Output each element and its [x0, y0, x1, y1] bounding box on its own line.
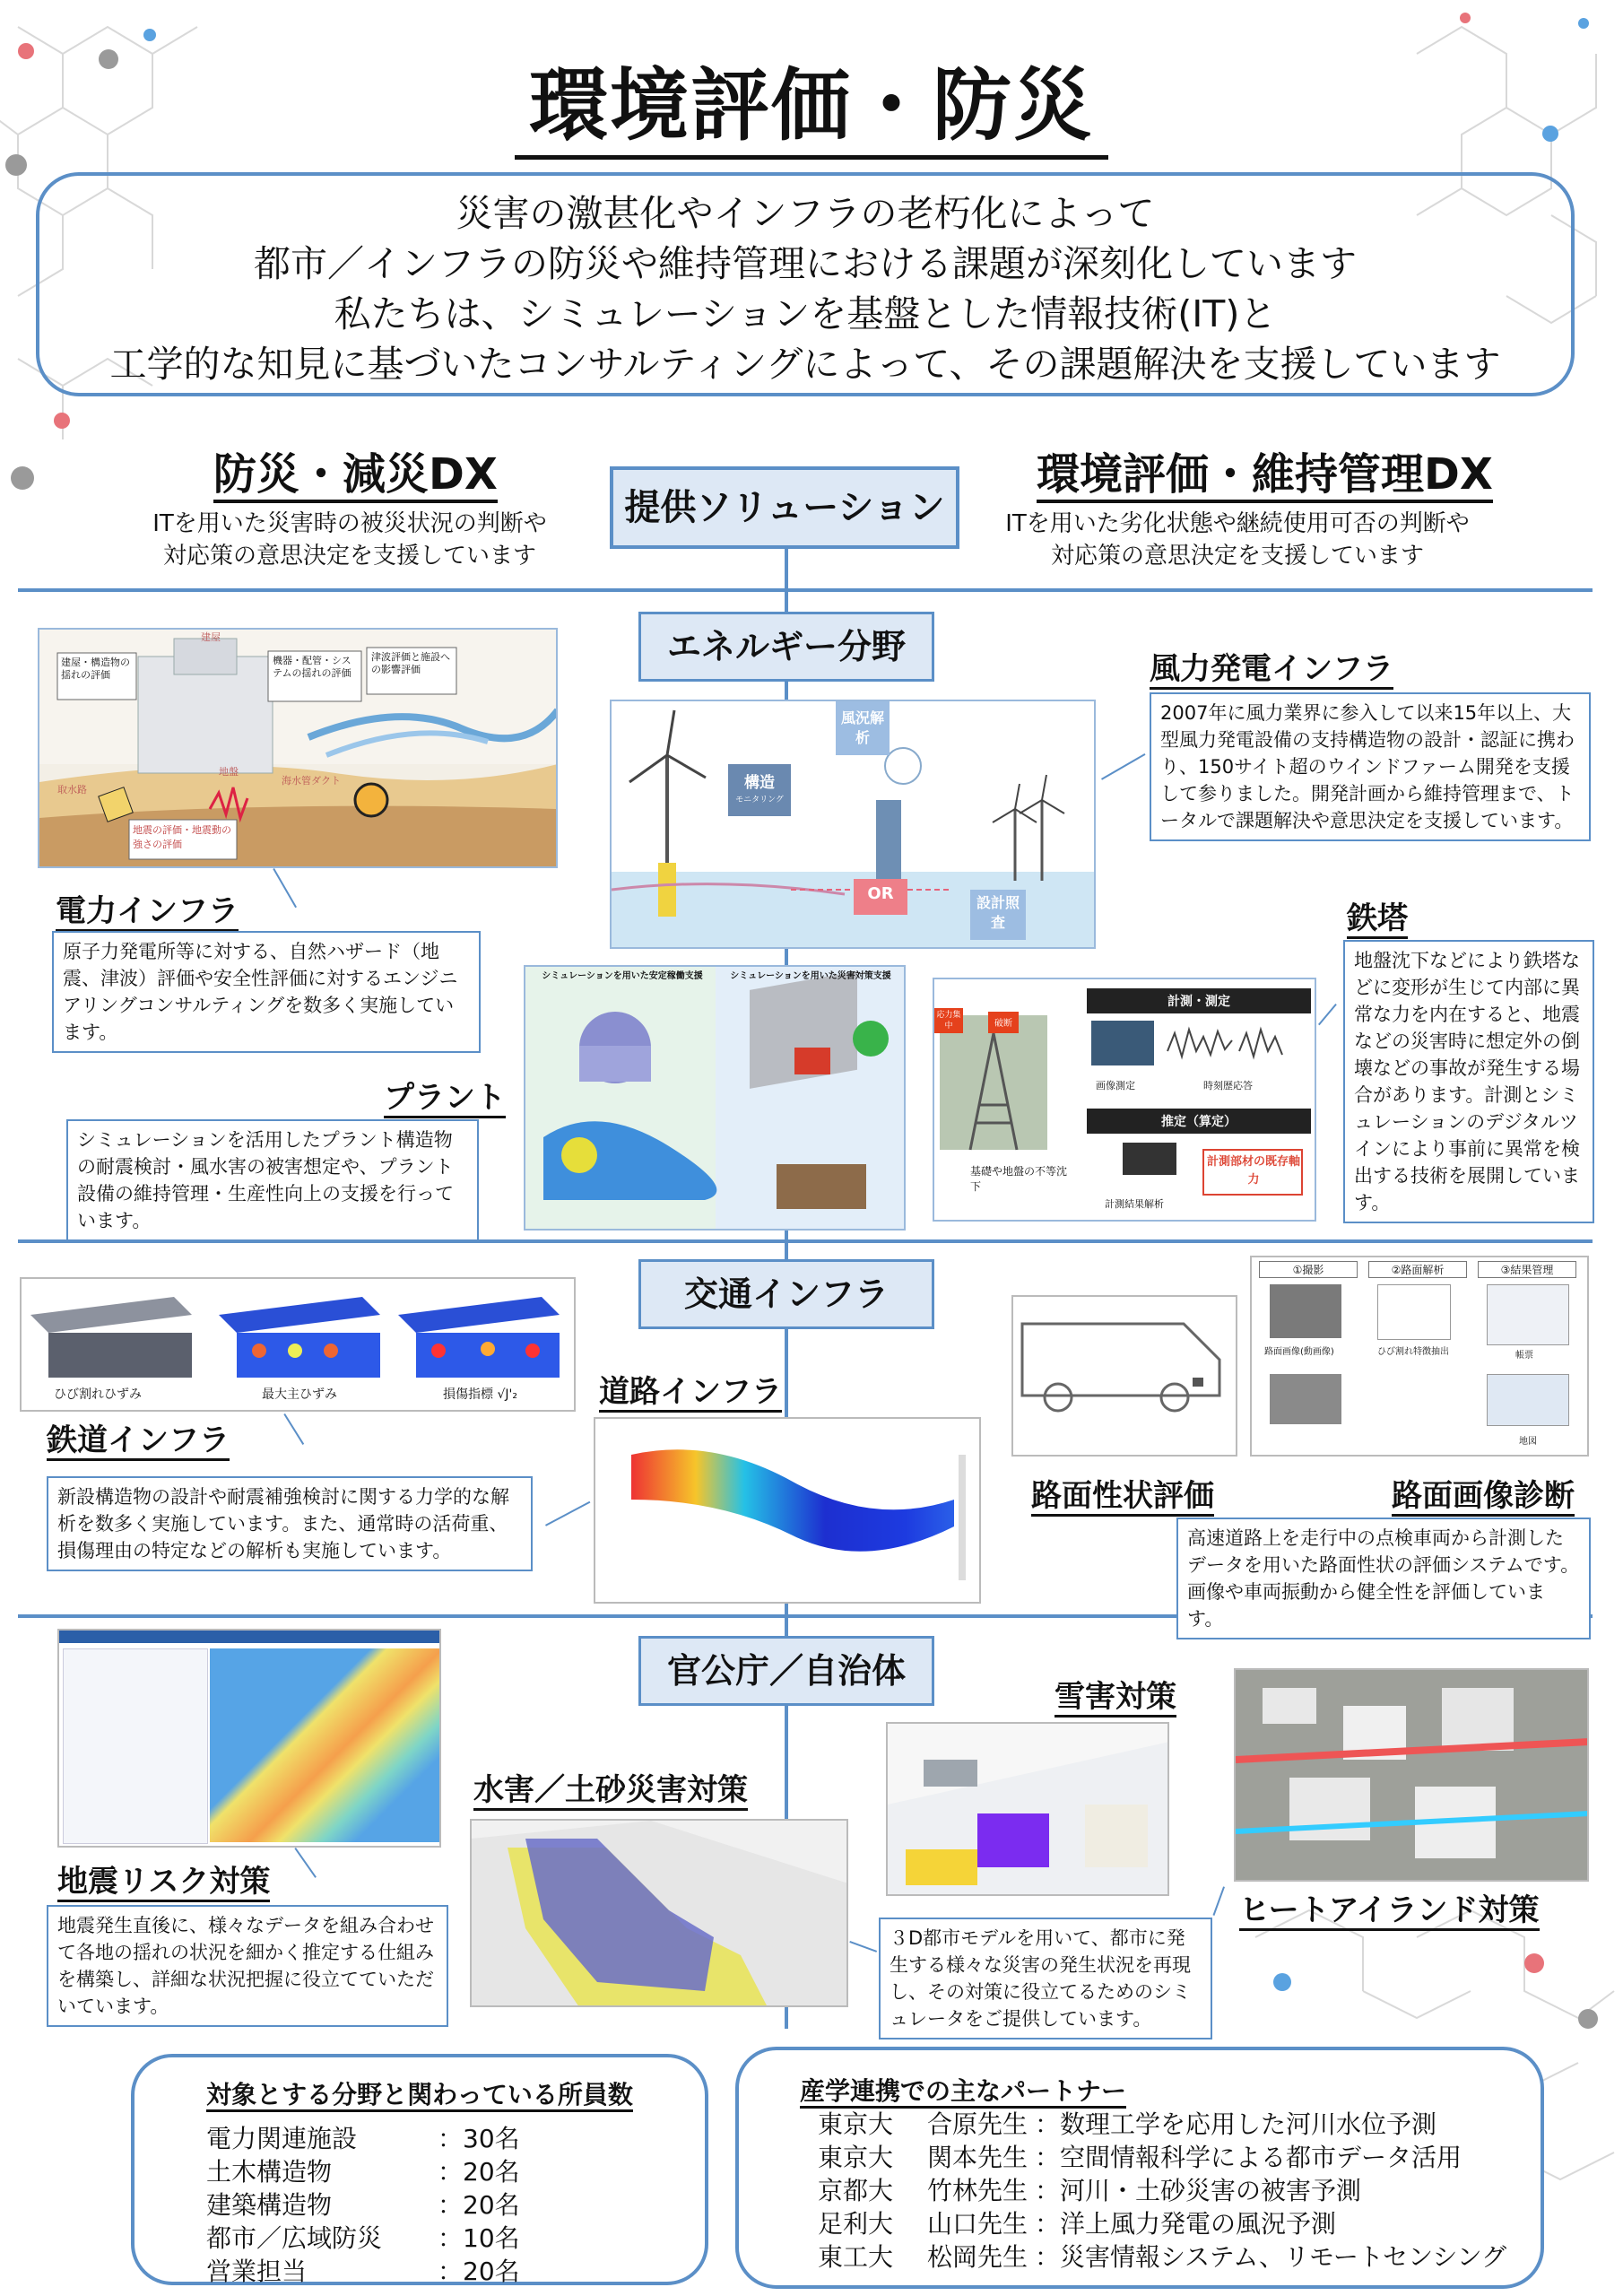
partner-topic: ：災害情報システム、リモートセンシング [1035, 2242, 1507, 2272]
figure-label: 構造 [744, 774, 775, 792]
road-surface-title: 路面性状評価 [1031, 1471, 1214, 1515]
page-title [0, 43, 1623, 156]
earthquake-risk-figure [57, 1629, 441, 1848]
plant-title: プラント [384, 1073, 506, 1117]
figure-label: 破断 [994, 1019, 1012, 1029]
partner-name: 合原先生 [927, 2109, 1028, 2139]
partner-university: 東京大 [818, 2109, 894, 2139]
partner-topic: ：空間情報科学による都市データ活用 [1035, 2143, 1462, 2172]
figure-label: 計測部材の既存軸力 [1207, 1155, 1301, 1187]
figure-label: 建屋 [201, 631, 221, 643]
traffic-section-label: 交通インフラ [638, 1259, 934, 1329]
partners-title: 産学連携での主なパートナー [739, 2072, 1187, 2108]
figure-label: 地盤 [219, 766, 239, 778]
dot-decoration [54, 413, 70, 429]
figure-label: 推定（算定） [1161, 1115, 1237, 1129]
wind-power-title: 風力発電インフラ [1150, 644, 1393, 688]
wind-power-text: 2007年に風力業界に参入して以来15年以上、大型風力発電設備の支持構造物の設計・認証に携わり、150サイト超のウインドファーム開発を支援して参りました。開発計画から維持管理まで、トータルで課題解決や意思決定を支援しています。 [1150, 692, 1591, 841]
intro-line: 災害の激甚化やインフラの老朽化によって [456, 192, 1155, 235]
figure-label: 応力集中 [936, 1011, 961, 1031]
staff-count: ：20名 [438, 2190, 520, 2220]
figure-label: 機器・配管・システムの揺れの評価 [273, 655, 352, 679]
partner-name: 関本先生 [927, 2143, 1028, 2172]
staff-count: ：10名 [438, 2223, 520, 2253]
flood-figure [470, 1819, 848, 2007]
connector-line [545, 1501, 590, 1526]
staff-count: ：20名 [438, 2157, 520, 2187]
earthquake-risk-title: 地震リスク対策 [57, 1857, 270, 1900]
report-sheet [1487, 1284, 1569, 1345]
partner-name: 松岡先生 [927, 2242, 1028, 2272]
figure-label: 計測結果解析 [1105, 1198, 1164, 1210]
road-image-title: 路面画像診断 [1392, 1471, 1575, 1515]
staff-field: 営業担当 [206, 2257, 308, 2286]
disaster-dx-description: ITを用いた災害時の被災状況の判断や 対応策の意思決定を支援しています [152, 510, 547, 570]
heat-island-illustration [1236, 1670, 1589, 1882]
figure-label: 津波評価と施設への影響評価 [371, 651, 450, 675]
figure-label: ①撮影 [1259, 1261, 1358, 1278]
heat-island-figure [1234, 1668, 1589, 1882]
sidebar-panel [63, 1648, 208, 1844]
tower-figure [933, 978, 1316, 1222]
intensity-map [210, 1648, 439, 1842]
power-infra-title: 電力インフラ [56, 886, 239, 930]
figure-label: 最大主ひずみ [262, 1387, 337, 1402]
partners-box [735, 2047, 1544, 2289]
flood-simulation-illustration [472, 1821, 848, 2007]
figure-label: 風況解析 [840, 709, 884, 746]
partner-university: 東京大 [818, 2143, 894, 2172]
city-model-text: ３D都市モデルを用いて、都市に発生する様々な災害の発生状況を再現し、その対策に役立てるためのシミュレータをご提供しています。 [879, 1918, 1212, 2039]
figure-label: 時刻歴応答 [1203, 1080, 1253, 1091]
figure-label: 地図 [1519, 1437, 1537, 1447]
dot-decoration [5, 154, 27, 176]
partner-university: 京都大 [818, 2176, 894, 2205]
figure-label: ひび割れ特徴抽出 [1377, 1347, 1449, 1357]
snow-figure [886, 1722, 1169, 1896]
plant-figure [524, 965, 906, 1231]
intro-box [36, 172, 1575, 396]
staff-field: 建築構造物 [206, 2190, 333, 2220]
solutions-box: 提供ソリューション [610, 466, 959, 549]
staff-field: 都市／広域防災 [206, 2223, 383, 2253]
plant-text: シミュレーションを活用したプラント構造物の耐震検討・風水害の被害想定や、プラント設備の維持管理・生産性向上の支援を行っています。 [66, 1119, 479, 1241]
road-infra-title: 道路インフラ [599, 1367, 782, 1411]
tower-text: 地盤沈下などにより鉄塔などに変形が生じて内部に異常な力を内在すると、地震などの災害時に想定外の倒壊などの事故が発生する場合があります。計測とシミュレーションのデジタルツインにより事前に異常を検出する技術を展開しています。 [1343, 940, 1594, 1223]
connector-line [1212, 1886, 1225, 1916]
figure-label: ②路面解析 [1368, 1261, 1467, 1278]
wind-power-figure [610, 700, 1096, 949]
page-title-text: 環境評価・防災 [515, 59, 1108, 160]
partner-university: 東工大 [818, 2242, 894, 2272]
partner-topic: ：洋上風力発電の風況予測 [1035, 2209, 1337, 2239]
connector-line [294, 1848, 317, 1878]
road-photo [1270, 1374, 1341, 1424]
partner-name: 竹林先生 [927, 2176, 1028, 2205]
figure-label: 基礎や地盤の不等沈下 [970, 1165, 1068, 1193]
rail-infra-figure [20, 1277, 576, 1412]
figure-label: シミュレーションを用いた安定稼働支援 [542, 971, 703, 981]
staff-count: ：30名 [438, 2124, 520, 2153]
survey-vehicle-illustration [1013, 1297, 1237, 1457]
figure-label: モニタリング [735, 796, 784, 804]
dot-decoration [1524, 1953, 1544, 1973]
app-header-bar [59, 1631, 441, 1643]
figure-label: 路面画像(動画像) [1264, 1347, 1334, 1357]
partner-topic: ：河川・土砂災害の被害予測 [1035, 2176, 1362, 2205]
partner-university: 足利大 [818, 2209, 894, 2239]
connector-line [283, 1413, 304, 1445]
staff-count-title: 対象とする分野と関わっている所員数 [135, 2075, 705, 2111]
plant-illustration [525, 967, 906, 1231]
dot-decoration [11, 466, 34, 490]
flood-title: 水害／土砂災害対策 [473, 1765, 748, 1809]
intro-line: 私たちは、シミュレーションを基盤とした情報技術(IT)と [334, 292, 1277, 335]
figure-label: ③結果管理 [1478, 1261, 1576, 1278]
intro-line: 工学的な知見に基づいたコンサルティングによって、その課題解決を支援しています [109, 343, 1501, 386]
connector-line [849, 1941, 877, 1952]
road-infra-figure [594, 1417, 981, 1604]
figure-label: ひび割れひずみ [54, 1387, 142, 1402]
earthquake-risk-text: 地震発生直後に、様々なデータを組み合わせて各地の揺れの状況を細かく推定する仕組みを構築し、詳細な状況把握に役立てていただいています。 [47, 1905, 448, 2027]
figure-label: 地震の評価・地震動の強さの評価 [133, 824, 231, 850]
snow-title: 雪害対策 [1055, 1672, 1176, 1716]
power-infra-figure [38, 628, 558, 868]
connector-line [1101, 753, 1145, 780]
rail-infra-title: 鉄道インフラ [47, 1415, 230, 1459]
map-image [1487, 1374, 1569, 1426]
dot-decoration [1460, 13, 1471, 23]
intro-line: 都市／インフラの防災や維持管理における課題が深刻化しています [254, 242, 1357, 285]
connector-line [273, 868, 297, 908]
staff-field: 電力関連施設 [206, 2124, 358, 2153]
rail-infra-text: 新設構造物の設計や耐震補強検討に関する力学的な解析を数多く実施しています。また、通常時の活荷重、損傷理由の特定などの解析も実施しています。 [47, 1476, 533, 1571]
tower-title: 鉄塔 [1347, 893, 1408, 937]
environment-dx-description: ITを用いた劣化状態や継続使用可否の判断や 対応策の意思決定を支援しています [1005, 510, 1470, 570]
power-infra-text: 原子力発電所等に対する、自然ハザード（地震、津波）評価や安全性評価に対するエンジニアリングコンサルティングを数多く実施しています。 [52, 931, 481, 1053]
figure-label: 帳票 [1515, 1351, 1533, 1361]
staff-count-box [131, 2054, 708, 2285]
staff-count: ：20名 [438, 2257, 520, 2286]
crack-image [1377, 1284, 1451, 1340]
road-photo [1270, 1284, 1341, 1338]
figure-label: 建屋・構造物の揺れの評価 [61, 657, 130, 681]
snow-simulation-illustration [888, 1724, 1169, 1896]
road-survey-vehicle-figure [1011, 1295, 1237, 1457]
partner-topic: ：数理工学を応用した河川水位予測 [1035, 2109, 1437, 2139]
environment-dx-heading: 環境評価・維持管理DX [1037, 439, 1493, 501]
road-image-diagnosis-figure [1250, 1256, 1589, 1457]
figure-label: OR [867, 884, 894, 903]
heat-island-title: ヒートアイランド対策 [1239, 1885, 1540, 1929]
figure-label: 画像測定 [1096, 1080, 1135, 1091]
dot-decoration [1578, 18, 1589, 29]
partner-name: 山口先生 [927, 2209, 1028, 2239]
government-section-label: 官公庁／自治体 [638, 1636, 934, 1706]
figure-label: 損傷指標 √J'₂ [443, 1387, 517, 1402]
divider [18, 588, 1593, 592]
figure-label: 計測・測定 [1167, 995, 1230, 1009]
dot-decoration [1273, 1973, 1291, 1991]
connector-line [1318, 1004, 1337, 1025]
figure-label: シミュレーションを用いた災害対策支援 [730, 971, 891, 981]
dot-decoration [143, 29, 156, 41]
road-analysis-illustration [595, 1419, 981, 1604]
figure-label: 取水路 [57, 784, 87, 796]
staff-field: 土木構造物 [206, 2157, 333, 2187]
disaster-dx-heading: 防災・減災DX [213, 439, 498, 501]
figure-label: 設計照査 [976, 894, 1020, 931]
energy-section-label: エネルギー分野 [638, 612, 934, 682]
road-surface-text: 高速道路上を走行中の点検車両から計測したデータを用いた路面性状の評価システムです。画像や車両振動から健全性を評価しています。 [1176, 1518, 1591, 1639]
dot-decoration [1578, 2009, 1598, 2029]
figure-label: 海水管ダクト [282, 775, 341, 787]
